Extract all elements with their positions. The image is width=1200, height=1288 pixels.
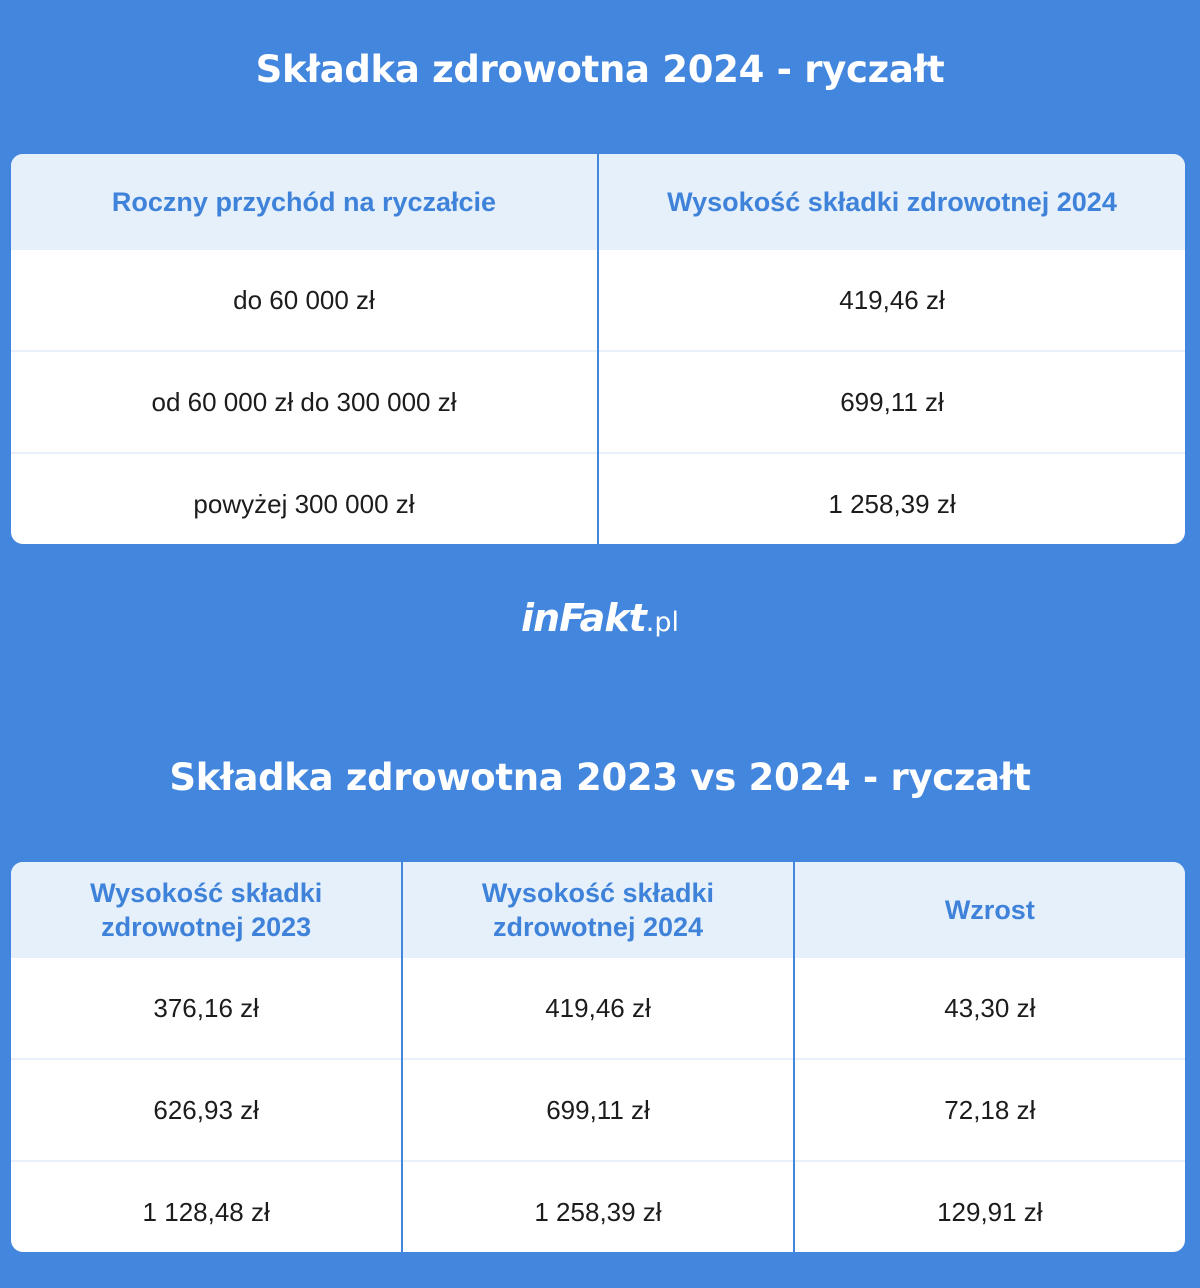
increase-cell: 43,30 zł [794,958,1185,1059]
header-increase: Wzrost [794,862,1185,958]
contribution-2023-cell: 376,16 zł [153,992,259,1023]
table-row [11,1161,1185,1252]
contribution-cell: 1 258,39 zł [598,453,1185,544]
logo-domain: .pl [645,607,679,638]
contribution-2023-cell: 626,93 zł [11,1059,402,1161]
contribution-2024-cell: 419,46 zł [402,958,793,1059]
table-row [11,453,1185,544]
revenue-cell: powyżej 300 000 zł [11,453,598,544]
header-contribution-2024: Wysokość składki zdrowotnej 2024 [598,154,1185,250]
contribution-2024-cell: 699,11 zł [402,1059,793,1161]
contribution-cell: 699,11 zł [598,351,1185,453]
logo-wordmark: inFakt [521,596,646,640]
revenue-cell: do 60 000 zł [233,284,375,315]
increase-cell: 72,18 zł [794,1059,1185,1161]
table-comparison-2023-2024 [11,862,1185,1252]
header-contribution-2023: Wysokość składki zdrowotnej 2023 [11,862,402,958]
table-row [11,351,1185,453]
section-title-2024: Składka zdrowotna 2024 - ryczałt [255,48,945,91]
table-ryczalt-2024 [11,154,1185,544]
revenue-cell: od 60 000 zł do 300 000 zł [11,351,598,453]
table-header-row [11,862,1185,958]
infakt-logo [0,596,1200,640]
header-contribution-2024: Wysokość składki zdrowotnej 2024 [402,862,793,958]
table-row [11,1059,1185,1161]
contribution-2023-cell: 1 128,48 zł [11,1161,402,1252]
contribution-2024-cell: 1 258,39 zł [402,1161,793,1252]
section-title-comparison: Składka zdrowotna 2023 vs 2024 - ryczałt [169,756,1031,799]
increase-cell: 129,91 zł [794,1161,1185,1252]
contribution-cell: 419,46 zł [598,250,1185,351]
table-header-row [11,154,1185,250]
table-row [11,958,1185,1059]
header-annual-revenue: Roczny przychód na ryczałcie [11,154,598,250]
table-row [11,250,1185,351]
